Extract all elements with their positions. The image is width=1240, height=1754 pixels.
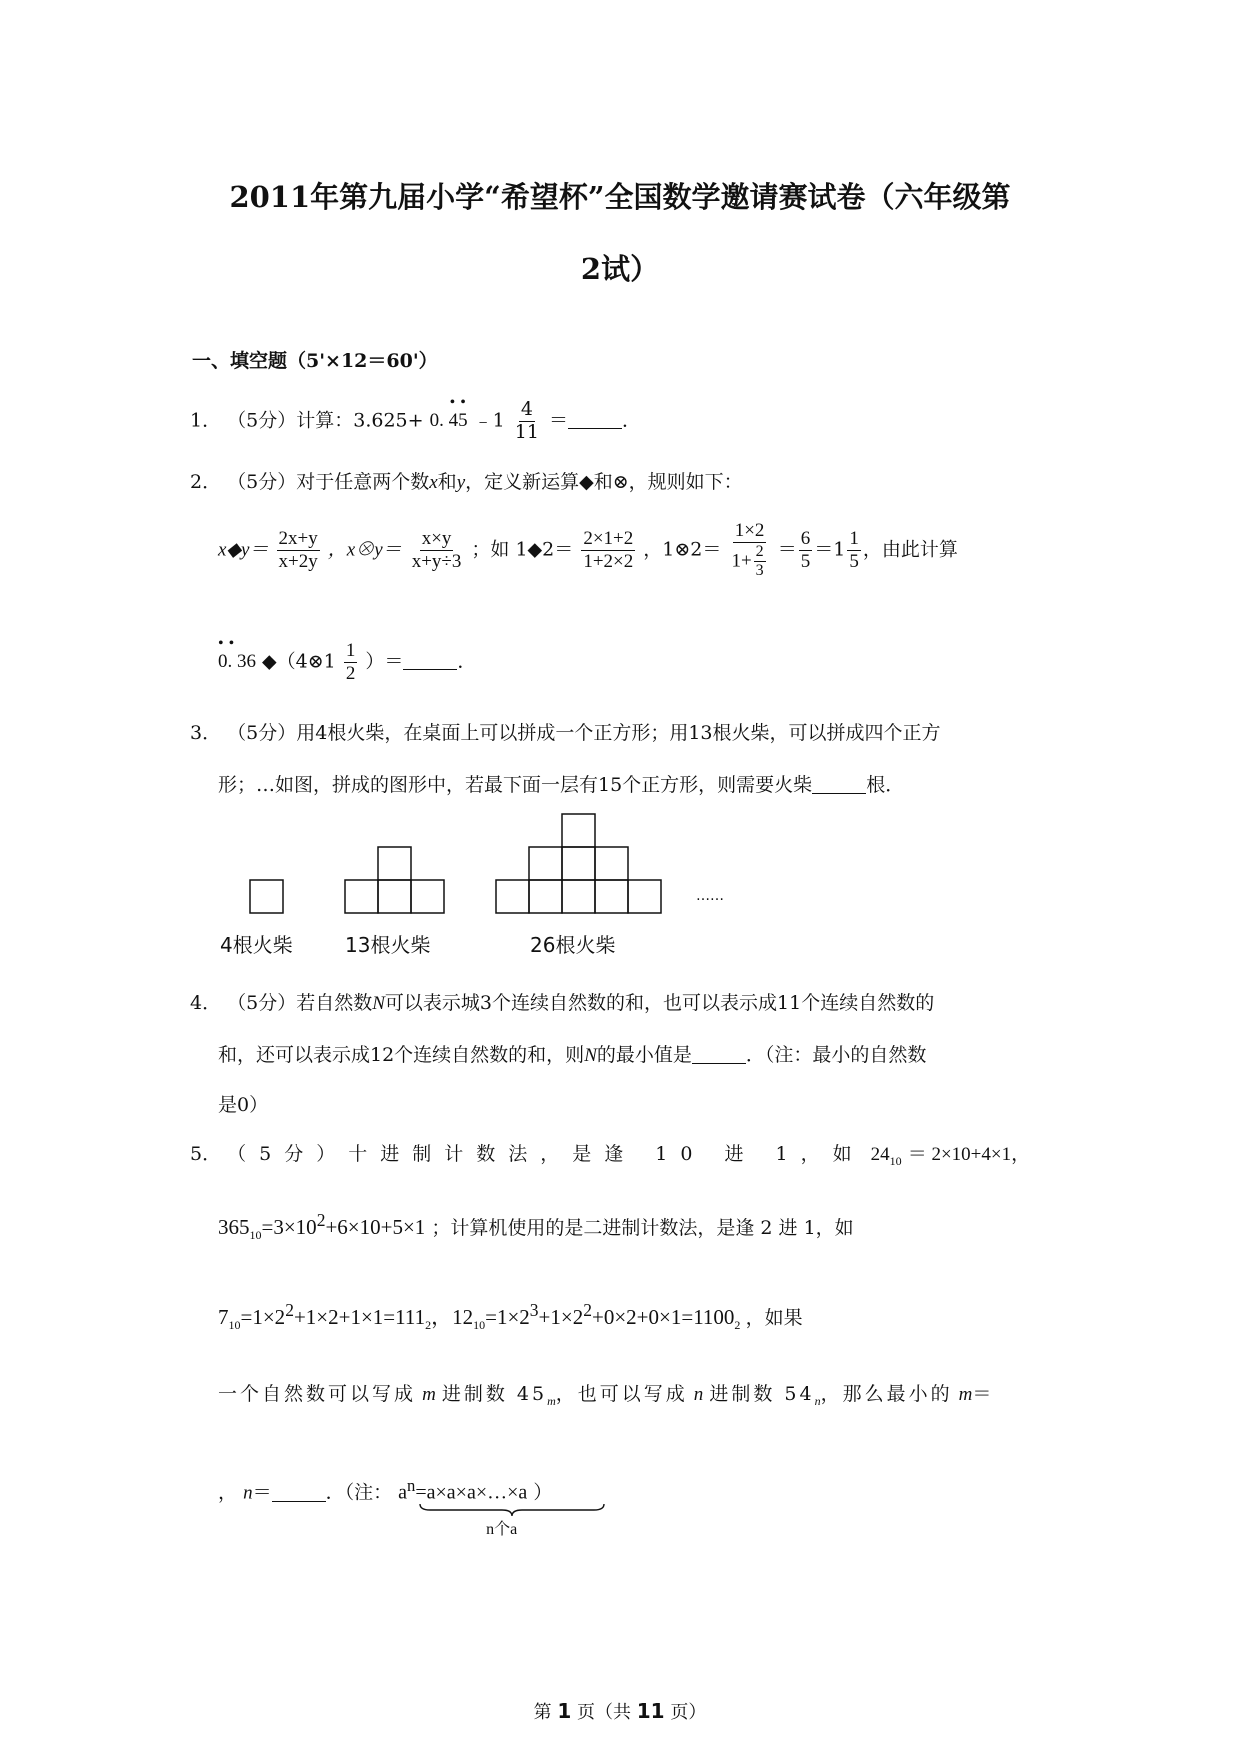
fraction: $\frac{x\times y}{x+y\div 3}$ xyxy=(411,527,462,572)
answer-blank[interactable] xyxy=(568,412,622,429)
question-5: 5． （5分）十进制计数法，是逢 10 进 1，如 $24_{10} = 2\times 10+4\times 1$， xyxy=(190,1143,1031,1168)
question-number: 4． xyxy=(190,992,222,1014)
question-number: 1． xyxy=(190,409,222,432)
question-5-line-2: $365_{10}=3\times 10^2+6\times 10+5\times 1$ ；计算机使用的是二进制计数法，是逢 2 进 1，如 xyxy=(218,1210,854,1243)
matchstick-square xyxy=(562,880,595,913)
matchstick-square xyxy=(529,880,562,913)
answer-blank[interactable] xyxy=(403,653,457,670)
fraction: $\frac{1}{5}$ xyxy=(849,527,859,572)
question-2-definitions: x◆y＝ $\frac{2x+y}{x+2y}$ ，x⊗y＝ $\frac{x\times y}{x+y\div 3}$ ；如 1◆2＝ $\frac{2\times 1+2}{1+2\times 2}$ ，1⊗2＝ 1×2 1+ $\frac{2}{3}$ ＝ $\frac{6}{5}$ ＝1 $\frac{1}{5}$ ，由此计算 xyxy=(218,520,958,580)
question-5-line-3: $7_{10}=1\times 2^2+1\times 2+1\times 1=111_2$，$12_{10}=1\times 2^3+1\times 2^2+0\times 2+0\times 1=1100_2$ ，如果 xyxy=(218,1300,803,1333)
section-heading: 一、填空题（5'×12＝60'） xyxy=(192,350,438,372)
question-4-line-3: 是0） xyxy=(218,1094,269,1116)
question-number: 3． xyxy=(190,722,222,744)
question-1: 1． （5分）计算：3.625+ •• 0. 45 ﹣1 $\frac{4}{11}$ ＝ ． xyxy=(190,394,642,443)
page-number: 1 xyxy=(557,1699,572,1723)
matchstick-square xyxy=(378,847,411,880)
continuation-dots: …… xyxy=(696,888,724,904)
complex-fraction: 1×2 1+ $\frac{2}{3}$ xyxy=(731,520,765,580)
matchstick-square xyxy=(345,880,378,913)
matchstick-square xyxy=(595,880,628,913)
repeating-decimal: •• 0. 36 xyxy=(218,635,256,673)
matchstick-square xyxy=(378,880,411,913)
paper-title-line-2: 2试） xyxy=(580,252,660,286)
answer-blank[interactable] xyxy=(272,1485,326,1502)
matchstick-square xyxy=(562,814,595,847)
question-3-line-2: 形；…如图，拼成的图形中，若最下面一层有15个正方形，则需要火柴 根． xyxy=(218,774,905,796)
question-text: （5分）计算：3.625+ xyxy=(227,409,424,432)
repeat-dots: •• xyxy=(218,635,240,653)
paper-title-line-1: 2011年第九届小学“希望杯”全国数学邀请赛试卷（六年级第 xyxy=(229,180,1011,214)
question-4-line-2: 和，还可以表示成12个连续自然数的和，则N的最小值是 ．（注：最小的自然数 xyxy=(218,1044,927,1066)
matchstick-figure xyxy=(200,810,760,965)
question-5-line-4: 一个自然数可以写成 m 进制数 $45_m$，也可以写成 n 进制数 $54_n$，那么最小的 m＝ xyxy=(218,1383,992,1408)
total-pages: 11 xyxy=(636,1699,665,1723)
matchstick-square xyxy=(595,847,628,880)
matchstick-square xyxy=(529,847,562,880)
question-number: 5． xyxy=(190,1143,222,1165)
matchstick-square xyxy=(628,880,661,913)
matchstick-square xyxy=(562,847,595,880)
figure-label-2: 13根火柴 xyxy=(345,933,431,957)
matchstick-square xyxy=(250,880,283,913)
fraction: $\frac{1}{2}$ xyxy=(345,640,356,684)
repeating-decimal: •• 0. 45 xyxy=(429,394,471,432)
answer-blank[interactable] xyxy=(692,1047,746,1064)
question-3: 3． （5分）用4根火柴，在桌面上可以拼成一个正方形；用13根火柴，可以拼成四个正方 xyxy=(190,722,941,744)
question-number: 2． xyxy=(190,471,222,493)
fraction: $\frac{2x+y}{x+2y}$ xyxy=(278,527,318,572)
repeat-dots: •• xyxy=(449,394,471,412)
matchstick-square xyxy=(411,880,444,913)
underbrace xyxy=(418,1503,606,1517)
figure-label-1: 4根火柴 xyxy=(220,933,293,957)
fraction: $\frac{6}{5}$ xyxy=(800,527,811,572)
fraction: $\frac{4}{11}$ xyxy=(514,398,539,443)
figure-label-3: 26根火柴 xyxy=(530,933,616,957)
matchstick-square xyxy=(496,880,529,913)
fraction: $\frac{2\times 1+2}{1+2\times 2}$ xyxy=(583,527,634,572)
answer-blank[interactable] xyxy=(812,777,866,794)
power-definition: $a^n=a\times a\times a\times\dots\times a$ n个a xyxy=(398,1476,527,1505)
question-2-calculation: •• 0. 36 ◆（4⊗1 $\frac{1}{2}$ ）＝ ． xyxy=(218,635,477,684)
question-5-line-5: ， n＝ ．（注： $a^n=a\times a\times a\times\dots\times a$ n个a ） xyxy=(218,1476,552,1505)
question-4: 4． （5分）若自然数N可以表示城3个连续自然数的和，也可以表示成11个连续自然数的 xyxy=(190,992,935,1014)
question-2: 2． （5分）对于任意两个数x和y，定义新运算◆和⊗，规则如下： xyxy=(190,471,743,493)
page-footer: 第 1 页（共 11 页） xyxy=(533,1699,707,1723)
